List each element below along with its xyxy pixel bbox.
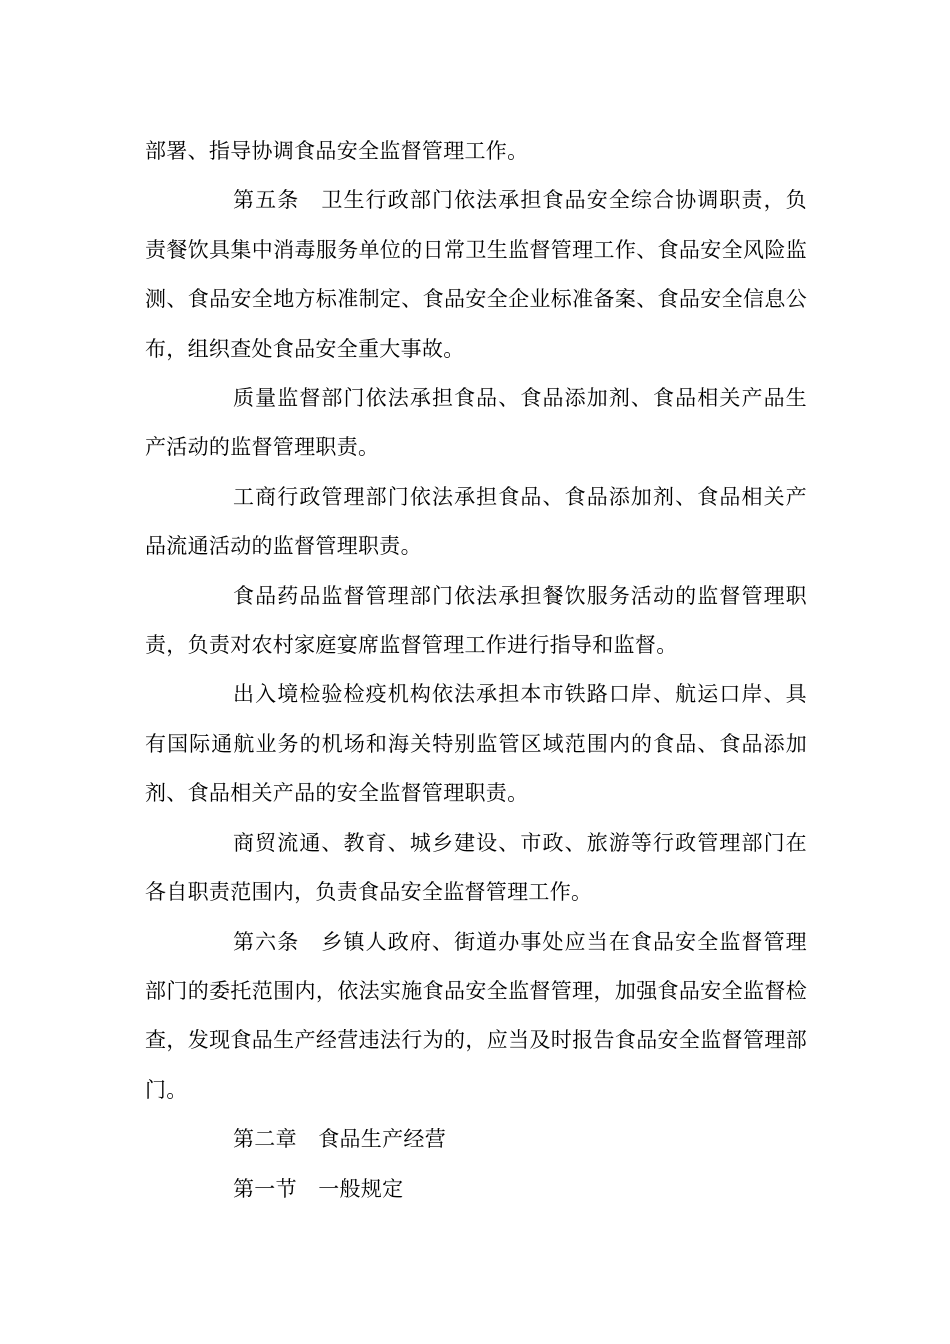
- section-heading: 第一节 一般规定: [233, 1176, 404, 1201]
- paragraph-entry-exit-inspection: 出入境检验检疫机构依法承担本市铁路口岸、航运口岸、具有国际通航业务的机场和海关特别监管区域范围内的食品、食品添加剂、食品相关产品的安全监督管理职责。: [145, 682, 807, 806]
- paragraph-article-6: 第六条 乡镇人政府、街道办事处应当在食品安全监督管理部门的委托范围内，依法实施食品安全监督管理，加强食品安全监督检查，发现食品生产经营违法行为的，应当及时报告食品安全监督管理部门。: [145, 929, 807, 1102]
- paragraph-food-drug: 食品药品监督管理部门依法承担餐饮服务活动的监督管理职责，负责对农村家庭宴席监督管理工作进行指导和监督。: [145, 583, 807, 658]
- paragraph-continuation: 部署、指导协调食品安全监督管理工作。: [145, 139, 529, 163]
- document-body: [145, 127, 807, 1214]
- paragraph-article-5: 第五条 卫生行政部门依法承担食品安全综合协调职责，负责餐饮具集中消毒服务单位的日常卫生监督管理工作、食品安全风险监测、食品安全地方标准制定、食品安全企业标准备案、食品安全信息公布，组织查处食品安全重大事故。: [145, 188, 807, 361]
- chapter-heading: 第二章 食品生产经营: [233, 1127, 446, 1152]
- paragraph-industry-commerce: 工商行政管理部门依法承担食品、食品添加剂、食品相关产品流通活动的监督管理职责。: [145, 484, 807, 559]
- paragraph-other-departments: 商贸流通、教育、城乡建设、市政、旅游等行政管理部门在各自职责范围内，负责食品安全监督管理工作。: [145, 830, 807, 905]
- paragraph-quality-supervision: 质量监督部门依法承担食品、食品添加剂、食品相关产品生产活动的监督管理职责。: [145, 386, 807, 460]
